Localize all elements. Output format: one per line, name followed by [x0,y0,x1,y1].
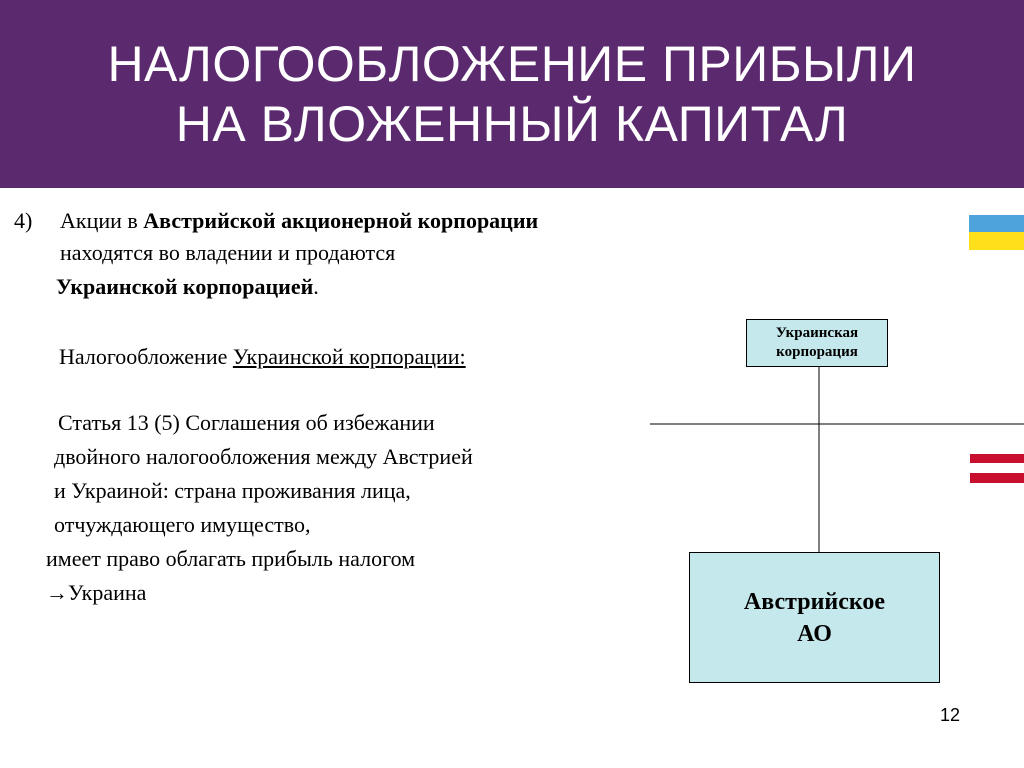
item-number: 4) [14,208,33,233]
conclusion-country: Украина [68,580,147,605]
austrian-corporation-name: Австрийской акционерной корпорации [143,208,539,233]
austrian-company-label-line-1: Австрийское [743,588,886,615]
austrian-company-label-line-2: АО [797,620,832,647]
slide-title-line-2: НА ВЛОЖЕННЫЙ КАПИТАЛ [175,96,849,152]
ukrainian-corporation-label-line-1: Украинская [775,325,859,341]
article-line: Статья 13 (5) Соглашения об избежании [58,410,435,435]
article-line: отчуждающего имущество, [54,512,311,537]
austrian-company-box [689,552,940,683]
article-line: имеет право облагать прибыль налогом [46,546,416,571]
ukrainian-corporation-box [746,319,888,367]
slide-page-number: 12 [939,705,961,725]
ukrainian-corporation-label-line-2: корпорация [776,344,858,360]
taxation-prefix: Налогообложение [59,344,233,369]
seller-line-suffix: . [313,274,319,299]
taxation-subject: Украинской корпорации: [232,344,466,369]
shares-line-prefix: Акции в [60,208,144,233]
right-arrow-icon: → [46,580,68,605]
ukrainian-corporation-name: Украинской корпорацией [56,274,314,299]
ownership-line: находятся во владении и продаются [60,240,396,265]
slide-title-line-1: НАЛОГООБЛОЖЕНИЕ ПРИБЫЛИ [107,36,917,92]
article-line: двойного налогообложения между Австрией [54,444,473,469]
article-line: и Украиной: страна проживания лица, [54,478,411,503]
